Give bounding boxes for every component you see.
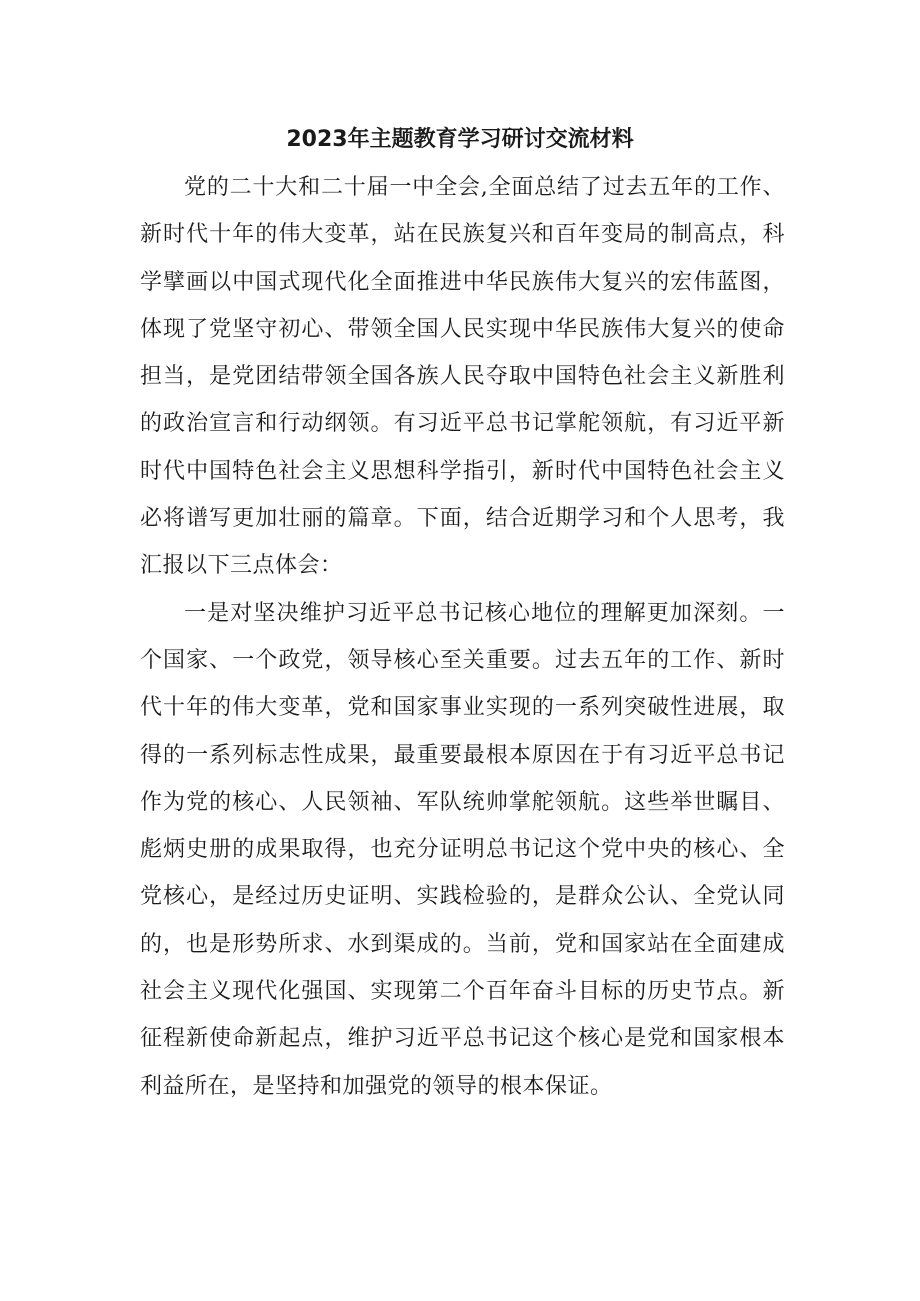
paragraph-point-one: 一是对坚决维护习近平总书记核心地位的理解更加深刻。一个国家、一个政党，领导核心至关重要。过去五年的工作、新时代十年的伟大变革，党和国家事业实现的一系列突破性进展，取得的一系列标志性成果，最重要最根本原因在于有习近平总书记作为党的核心、人民领袖、军队统帅掌舵领航。这些举世瞩目、彪炳史册的成果取得，也充分证明总书记这个党中央的核心、全党核心，是经过历史证明、实践检验的，是群众公认、全党认同的，也是形势所求、水到渠成的。当前，党和国家站在全面建成社会主义现代化强国、实现第二个百年奋斗目标的历史节点。新征程新使命新起点，维护习近平总书记这个核心是党和国家根本利益所在，是坚持和加强党的领导的根本保证。 bbox=[140, 600, 785, 1099]
document-body bbox=[140, 164, 785, 1110]
document-title: 2023年主题教育学习研讨交流材料 bbox=[286, 127, 634, 152]
paragraph-intro: 党的二十大和二十届一中全会,全面总结了过去五年的工作、新时代十年的伟大变革，站在民族复兴和百年变局的制高点，科学擘画以中国式现代化全面推进中华民族伟大复兴的宏伟蓝图，体现了党坚守初心、带领全国人民实现中华民族伟大复兴的使命担当，是党团结带领全国各族人民夺取中国特色社会主义新胜利的政治宣言和行动纲领。有习近平总书记掌舵领航，有习近平新时代中国特色社会主义思想科学指引，新时代中国特色社会主义必将谱写更加壮丽的篇章。下面，结合近期学习和个人思考，我汇报以下三点体会： bbox=[140, 175, 785, 579]
